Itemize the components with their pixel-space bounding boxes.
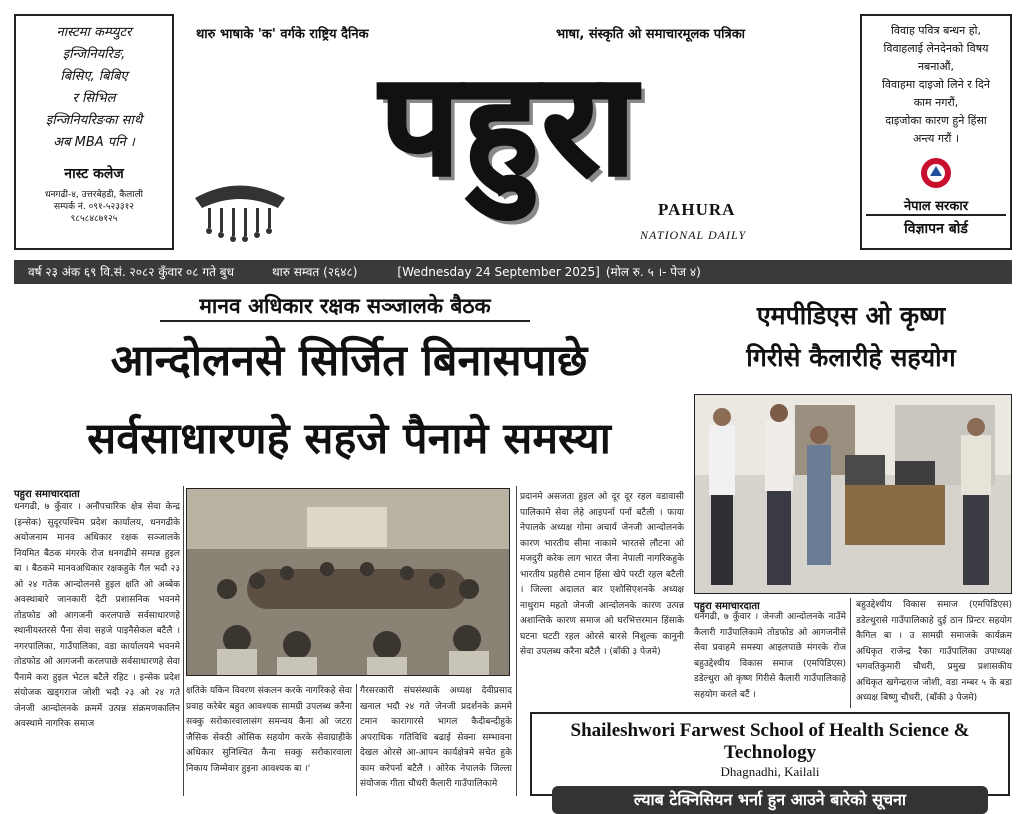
ad-line: इन्जिनियरिङका साथै	[45, 113, 143, 128]
side-article-column: धनगढी, ७ कुँवार । जेनजी आन्दोलनके नाउँमे कैलारी गाउँपालिकामे तोडफोड ओ आगजनीसे सेवा प्रवाहमे समस्या आइलपाछे मंगरके रोज बहुउद्देश्यीय विकास समाज (एमपिडिएस) डडेल्धुरा ओ कृष्ण गिरीसे कैलारी गाउँपालिकाहे सहयोग करले बटैं ।	[694, 612, 846, 700]
ad-line: विवाह पवित्र बन्धन हो,	[891, 24, 981, 37]
ad-line: नास्टमा कम्प्युटर	[56, 25, 132, 40]
ad-line: काम नगरौं,	[913, 96, 959, 109]
donation-photo	[694, 394, 1012, 594]
column-divider	[183, 486, 184, 796]
ornament-icon	[190, 178, 290, 248]
article-column: क्षतिके यकिन विवरण संकलन करके नागरिकहे सेवा प्रवाह करेबेर बहुत आवश्यक सामग्री उपलब्ध करैना सक्कु सरोकारवालासंग समन्वय कैना ओ जटरा जैसिक सेक्ठी ओसिक सहयोग करके सेवाग्राहीके अधिकार सुनिश्चित कैना सक्कु सरोकारवाला निकाय जिम्मेवार हुइना आवश्यक बा ।'	[186, 686, 352, 774]
price-info: (मोल रु. ५ ।- पेज ४)	[605, 265, 701, 279]
ad-line: दाइजोका कारण हुने हिंसा	[885, 114, 987, 127]
article-column: प्रदानमे असजता हुइल ओ दूर दूर रहल वडावासी पालिकामे सेवा लेहे आइपर्ना पर्ना बटैली । फाया नेपालके अध्यक्ष गोमा अचार्य जेनजी आन्दोलनके कारण भारतीय सीमा नाकामे भारतसे लौटना ओ मजदुरी करेक लाग भारत जैना नेपाली नागरिकहुके भारतीय प्रहरीसे टमान हिंसा खेपे परटी रहल बटैली । जिल्ला अदालत बार एशोसिएशनके अध्यक्ष नाथुराम महतो जेनजी आन्दोलनके कारण उत्पन्न अशान्तिके कारण समाज ओ घरभित्तरमान हिंसाके घटना घटटी रहल ओरसे बारसे निशुल्क कानुनी सेवा उपलब्ध करैना बटैलै । (बाँकी ३ पेजमे)	[520, 492, 684, 657]
school-location: Dhagnadhi, Kailali	[720, 764, 820, 779]
side-headline-line1: एमपीडिएस ओ कृष्ण	[756, 301, 946, 330]
article-column: गैरसरकारी संघसंस्थाके अध्यक्ष देवीप्रसाद खनाल भदौ २४ गते जेनजी प्रदर्शनके क्रममे टमान कारागारसे भागल कैदीबन्दीहुके अपराधिक गतिविधि बढाई सेक्ना सम्भावना देखल ओरसे आ-आपन कार्यक्षेत्रमे सचेत हुके काम करेपर्ना बटैलै । ओरेक नेपालके जिल्ला संयोजक गीता चौधरी कैलारी गाउँपालिकामे	[360, 686, 512, 789]
left-advertisement	[14, 14, 174, 250]
school-name: Shaileshwori Farwest School of Health Science & Technology	[570, 720, 970, 763]
college-mobile: ९८५८४८७१२५	[70, 214, 118, 224]
ad-line: अन्त्य गरौं ।	[912, 132, 960, 145]
tagline-left: थारु भाषाके 'क' वर्गके राष्ट्रिय दैनिक	[196, 27, 369, 42]
side-byline: पहुरा समाचारदाता	[694, 601, 760, 612]
ad-line: र सिभिल	[72, 91, 116, 106]
ad-line: विवाहमा दाइजो लिने र दिने	[882, 78, 990, 91]
ad-line: अब MBA पनि ।	[53, 135, 135, 150]
newspaper-title: पहुरा	[380, 43, 640, 207]
side-headline-line2: गिरीसे कैलारीहे सहयोग	[746, 343, 956, 372]
ad-line: इन्जिनियरिङ,	[62, 47, 126, 62]
ad-line: बिसिए, बिबिए	[60, 69, 128, 84]
ad-line: नबनाऔं,	[917, 60, 955, 73]
column-divider	[356, 684, 357, 796]
headline-line2: सर्वसाधारणहे सहजे पैनामे समस्या	[87, 414, 611, 464]
ad-line: विवाहलाई लेनदेनको विषय	[883, 42, 989, 55]
college-name: नास्ट कलेज	[64, 166, 124, 182]
right-advertisement	[860, 14, 1012, 250]
article-column: धनगढी, ७ कुँवार । अनौपचारिक क्षेत्र सेवा केन्द्र (इन्सेक) सुदूरपश्चिम प्रदेश कार्यालय, धनगढीके अयोजनाम मानव अधिकार रक्षक सञ्जालके नियमित बैठक मंगरके रोज धनगढीमे सम्पन्न हुइल बा । बैठकमे मानवअधिकार रक्षकहुके गैल भदौ २३ ओ २४ गतेक आन्दोलनसे हुइल क्षति ओ अब्बेक अवस्थाबारे जानकारी देटी प्रशासनिक भवनमे तोडफोड ओ आगजनी करलपाछे सर्वसाधारणहे स्थानीयस्तरसे पैना सेवा सहजे पाइनैसेकल बटैलै । नगरपालिका, गाउँपालिका, वडा कार्यालयमे भवनमे तोडफोड ओ आगजनी करलपाछे सर्वसाधारणहे सेवा पैनामे करा हुइल भेटल बटैले रहिट । इन्सेक प्रदेश संयोजक खड्गराज जोशी भदौ २३ ओ २४ गते जेनजी आन्दोलनके क्रममें उत्पन्न संक्रमणकालिन अवस्थामे नागरिक समाज	[14, 502, 180, 729]
column-divider	[516, 486, 517, 796]
nepal-government-emblem-icon	[919, 156, 953, 190]
story-kicker: मानव अधिकार रक्षक सञ्जालके बैठक	[160, 292, 530, 322]
headline-line1: आन्दोलनसे सिर्जित बिनासपाछे	[110, 336, 588, 386]
government-label: नेपाल सरकार	[903, 199, 969, 214]
college-phone: सम्पर्क नं. ०९१-५२३३१२	[54, 202, 134, 212]
meeting-photo	[186, 488, 510, 676]
school-advertisement	[530, 712, 1010, 809]
subtitle-english: NATIONAL DAILY	[640, 228, 747, 242]
college-address: धनगढी-४, उत्तरबेहडी, कैलाली	[44, 190, 144, 200]
side-article-column: बहुउद्देश्यीय विकास समाज (एमपिडिएस) डडेल्धुरासे गाउँपालिकाहे दुई ठान प्रिन्टर सहयोग कैगिल बा । उ सामग्री समाजके कार्यक्रम अधिकृत राजेन्द्र रैका गाउँपालिका उपाध्यक्ष भगवतिकुमारी चौधरी, प्रमुख प्रशासकीय अधिकृत खगेन्द्रराज जोशी, वडा नम्बर ५ के बडा अध्यक्ष बिष्णु चौधरी, (बाँकी ३ पेजमे)	[856, 600, 1012, 703]
english-date: [Wednesday 24 September 2025]	[397, 265, 600, 279]
dateline-bar	[14, 260, 1012, 284]
issue-info: वर्ष २३ अंक ६९ वि.सं. २०८२ कुँवार ०८ गते बुध	[28, 265, 234, 279]
advertisement-board-label: विज्ञापन बोर्ड	[866, 214, 1006, 238]
tagline-right: भाषा, संस्कृति ओ समाचारमूलक पत्रिका	[556, 27, 746, 42]
column-divider	[850, 598, 851, 708]
byline: पहुरा समाचारदाता	[14, 489, 80, 500]
admission-notice: ल्याब टेक्निसियन भर्ना हुन आउने बारेको सूचना	[552, 786, 988, 814]
title-english: PAHURA	[658, 200, 736, 219]
tharu-year: थारु सम्वत (२६४८)	[271, 265, 358, 279]
